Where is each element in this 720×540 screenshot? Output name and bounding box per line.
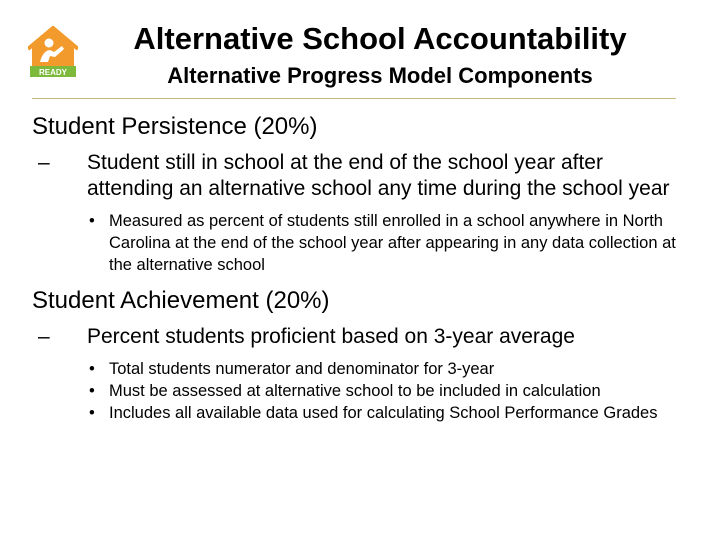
dash-marker: – [38, 325, 50, 348]
item-text: Percent students proficient based on 3-year average [87, 325, 575, 348]
bullet-icon: • [89, 212, 95, 230]
page-title: Alternative School Accountability [133, 21, 627, 56]
list-item [32, 150, 692, 202]
bullet-icon: • [89, 404, 95, 422]
slide-content [32, 112, 692, 424]
section-achievement [32, 286, 692, 424]
sub-list [32, 358, 692, 424]
dash-marker: – [38, 151, 50, 174]
section-persistence [32, 112, 692, 276]
logo-text: READY [38, 68, 68, 77]
list-item [32, 324, 692, 350]
page-subtitle: Alternative Progress Model Components [167, 63, 593, 88]
bullet-icon: • [89, 360, 95, 378]
sub-item-text: Total students numerator and denominator for 3-year [109, 360, 495, 378]
bullet-icon: • [89, 382, 95, 400]
sub-list [32, 210, 692, 276]
sub-list-item [32, 210, 692, 276]
section-heading: Student Achievement (20%) [32, 287, 330, 314]
section-heading: Student Persistence (20%) [32, 113, 318, 140]
item-text: Student still in school at the end of the school year after attending an alternative school any time during the school year [87, 151, 670, 200]
sub-list-item [32, 402, 692, 424]
sub-list-item [32, 380, 692, 402]
sub-item-text: Must be assessed at alternative school to be included in calculation [109, 382, 601, 400]
sub-item-text: Includes all available data used for calculating School Performance Grades [109, 404, 658, 422]
header-divider [32, 98, 676, 99]
sub-item-text: Measured as percent of students still enrolled in a school anywhere in North Carolina at the end of the school year after appearing in any data collection at the alternative school [109, 212, 676, 274]
sub-list-item [32, 358, 692, 380]
